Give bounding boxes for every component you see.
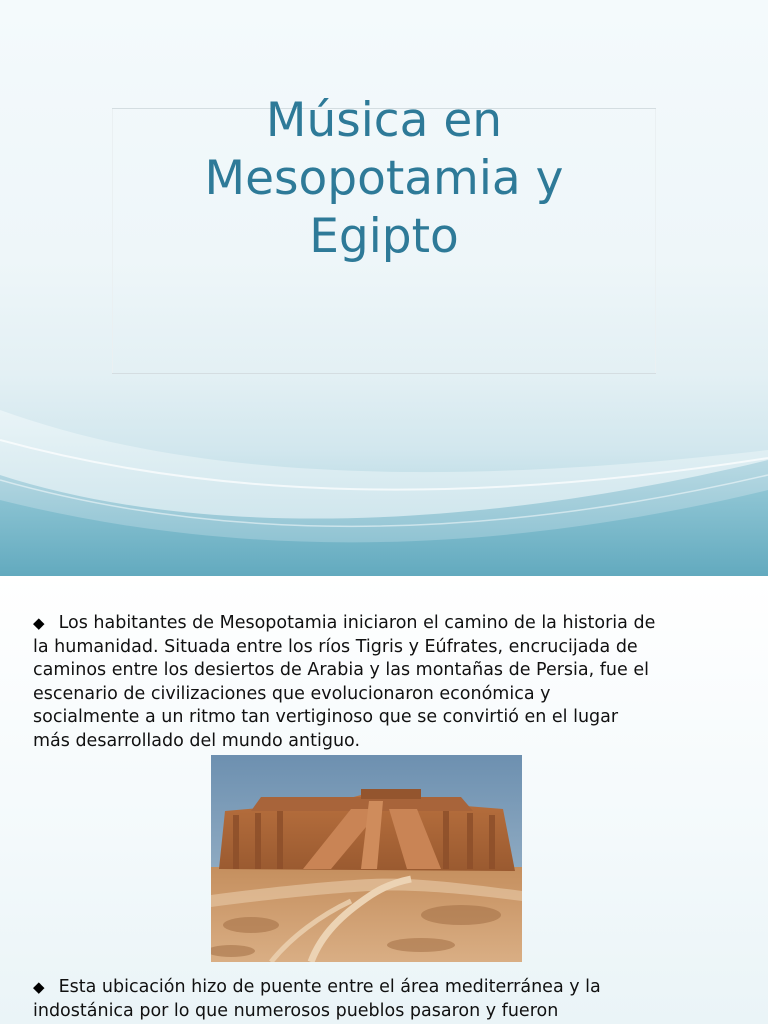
paragraph-location bbox=[33, 976, 733, 1023]
paragraph-line: socialmente a un ritmo tan vertiginoso que se convirtió en el lugar bbox=[33, 707, 619, 727]
paragraph-text: Esta ubicación hizo de puente entre el área mediterránea y la bbox=[53, 977, 601, 997]
paragraph-text: Los habitantes de Mesopotamia iniciaron el camino de la historia de bbox=[53, 613, 656, 633]
slide-title-line: Egipto bbox=[309, 209, 459, 264]
title-divider-bottom bbox=[112, 373, 656, 374]
paragraph-line bbox=[33, 612, 733, 636]
paragraph-line: caminos entre los desiertos de Arabia y las montañas de Persia, fue el bbox=[33, 660, 649, 680]
paragraph-line: la humanidad. Situada entre los ríos Tigris y Eúfrates, encrucijada de bbox=[33, 636, 638, 657]
ziggurat-photo bbox=[211, 755, 522, 962]
paragraph-line bbox=[33, 976, 733, 1000]
diamond-bullet-icon: ◆ bbox=[33, 614, 45, 632]
slide-title bbox=[112, 92, 656, 266]
paragraph-line: escenario de civilizaciones que evolucionaron económica y bbox=[33, 683, 551, 704]
ziggurat-illustration bbox=[211, 755, 522, 962]
slide-title-line: Mesopotamia y bbox=[204, 151, 564, 206]
slide-title-line: Música en bbox=[265, 93, 503, 148]
content-slide bbox=[0, 576, 768, 1024]
diamond-bullet-icon: ◆ bbox=[33, 978, 45, 996]
decorative-wave-background bbox=[0, 380, 768, 576]
paragraph-line: más desarrollado del mundo antiguo. bbox=[33, 730, 361, 751]
paragraph-line: indostánica por lo que numerosos pueblos pasaron y fueron bbox=[33, 1000, 559, 1021]
paragraph-mesopotamia-intro bbox=[33, 612, 733, 753]
